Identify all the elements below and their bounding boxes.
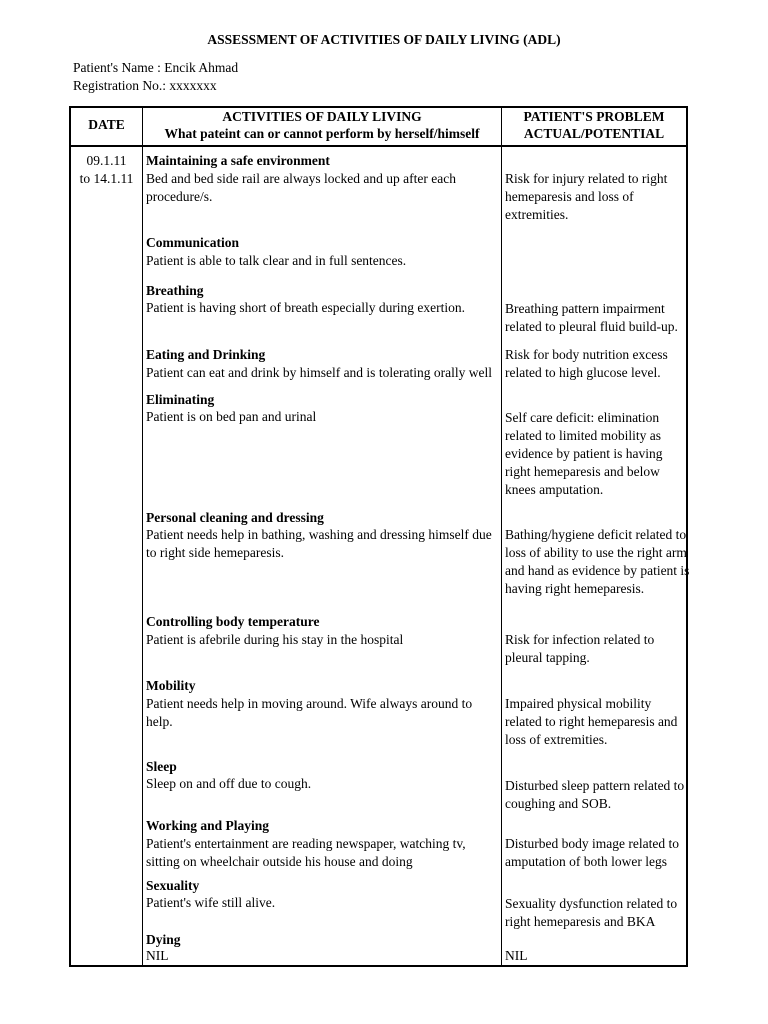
row-description: Patient is having short of breath especially during exertion. xyxy=(146,300,466,315)
header-activities-line1: ACTIVITIES OF DAILY LIVING xyxy=(222,109,422,124)
patient-name: Patient's Name : Encik Ahmad xyxy=(73,60,239,75)
row-heading: Breathing xyxy=(146,283,204,298)
row-problem: NIL xyxy=(505,948,528,963)
date-range xyxy=(71,152,142,188)
document-title: ASSESSMENT OF ACTIVITIES OF DAILY LIVING (ADL) xyxy=(207,32,561,47)
row-heading: Sexuality xyxy=(146,878,200,893)
row-description: Patient needs help in bathing, washing and dressing himself due to right side hemeparesis. xyxy=(146,527,492,560)
row-heading: Communication xyxy=(146,235,240,250)
row-heading: Controlling body temperature xyxy=(146,614,320,629)
date-start: 09.1.11 xyxy=(86,153,127,168)
row-description: Patient is afebrile during his stay in the hospital xyxy=(146,632,404,647)
row-problem: Risk for body nutrition excess related to high glucose level. xyxy=(505,347,668,380)
header-problem-line2: ACTUAL/POTENTIAL xyxy=(523,126,665,141)
row-problem: Disturbed body image related to amputation of both lower legs xyxy=(505,836,679,869)
row-problem: Risk for infection related to pleural tapping. xyxy=(505,632,655,665)
row-problem: Disturbed sleep pattern related to coughing and SOB. xyxy=(505,778,685,811)
header-date: DATE xyxy=(88,117,125,132)
row-problem: Sexuality dysfunction related to right hemeparesis and BKA xyxy=(505,896,678,929)
row-description: Patient's entertainment are reading newspaper, watching tv, sitting on wheelchair outside his house and doing xyxy=(146,836,466,869)
row-problem: Risk for injury related to right hemeparesis and loss of extremities. xyxy=(505,171,668,222)
row-heading: Maintaining a safe environment xyxy=(146,153,330,168)
row-description: Bed and bed side rail are always locked and up after each procedure/s. xyxy=(146,171,456,204)
row-description: NIL xyxy=(146,948,169,963)
header-activities xyxy=(143,108,501,142)
row-problem: Self care deficit: elimination related to limited mobility as evidence by patient is having right hemeparesis and below knees amputation. xyxy=(505,410,663,497)
row-heading: Eating and Drinking xyxy=(146,347,266,362)
header-activities-line2: What pateint can or cannot perform by herself/himself xyxy=(164,126,480,141)
row-description: Sleep on and off due to cough. xyxy=(146,776,312,791)
row-heading: Working and Playing xyxy=(146,818,270,833)
row-heading: Personal cleaning and dressing xyxy=(146,510,324,525)
header-divider xyxy=(69,145,688,147)
row-heading: Eliminating xyxy=(146,392,215,407)
column-divider-date xyxy=(142,106,143,967)
column-divider-problem xyxy=(501,106,502,967)
header-problem-line1: PATIENT'S PROBLEM xyxy=(523,109,665,124)
date-end: to 14.1.11 xyxy=(79,171,134,186)
row-description: Patient is on bed pan and urinal xyxy=(146,409,317,424)
header-problem xyxy=(502,108,686,142)
row-problem: Bathing/hygiene deficit related to loss of ability to use the right arm and hand as evidence by patient is having right hemeparesis. xyxy=(505,527,690,596)
registration-number: Registration No.: xxxxxxx xyxy=(73,78,217,93)
row-problem: Breathing pattern impairment related to pleural fluid build-up. xyxy=(505,301,678,334)
row-heading: Sleep xyxy=(146,759,177,774)
row-description: Patient can eat and drink by himself and is tolerating orally well xyxy=(146,365,493,380)
row-problem: Impaired physical mobility related to right hemeparesis and loss of extremities. xyxy=(505,696,678,747)
row-heading: Mobility xyxy=(146,678,196,693)
row-description: Patient is able to talk clear and in full sentences. xyxy=(146,253,407,268)
row-description: Patient's wife still alive. xyxy=(146,895,276,910)
row-heading: Dying xyxy=(146,932,181,947)
row-description: Patient needs help in moving around. Wife always around to help. xyxy=(146,696,473,729)
